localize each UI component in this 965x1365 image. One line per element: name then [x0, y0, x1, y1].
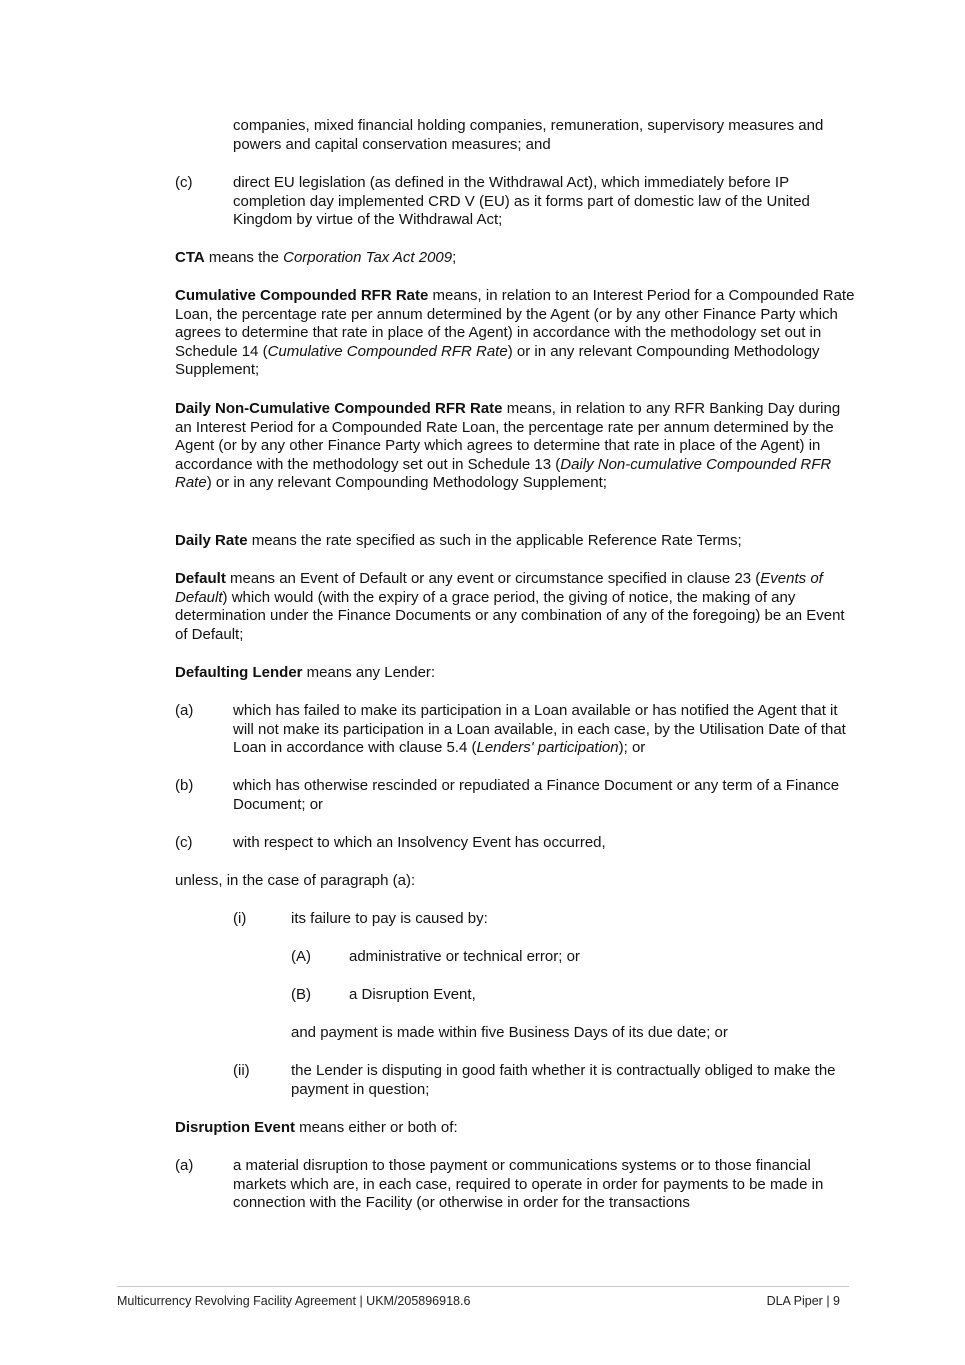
item-label: (b)	[175, 777, 194, 794]
subitem-i: its failure to pay is caused by:	[291, 910, 488, 927]
item-label: (A)	[291, 948, 311, 965]
footer-page-number: DLA Piper | 9	[766, 1294, 840, 1308]
clause-reference: Events of Default	[175, 570, 823, 606]
item-label: (a)	[175, 1157, 194, 1174]
definition-disruption-event	[175, 1119, 855, 1138]
statute-reference: Corporation Tax Act 2009	[283, 249, 453, 266]
definition-default	[175, 570, 855, 644]
definition-text: means, in relation to any RFR Banking Day during an Interest Period for a Compounded Rate Loan, the percentage rate per annum determined by the Agent (or by any other Finance Party which agrees to determine that rate in place of the Agent) in accordance with the methodology set out in Schedule 13 (	[175, 400, 841, 473]
defaulting-lender-item-a	[233, 702, 855, 758]
item-label: (c)	[175, 174, 193, 191]
footer-document-reference: Multicurrency Revolving Facility Agreement | UKM/205896918.6	[117, 1294, 471, 1308]
term-defaulting-lender: Defaulting Lender	[175, 664, 303, 681]
defaulting-lender-item-b: which has otherwise rescinded or repudiated a Finance Document or any term of a Finance Document; or	[233, 777, 840, 813]
item-label: (ii)	[233, 1062, 250, 1079]
clause-reference: Lenders' participation	[476, 739, 619, 757]
definition-text: ;	[452, 249, 457, 266]
term-cta: CTA	[175, 249, 205, 266]
subitem-ii: the Lender is disputing in good faith whether it is contractually obliged to make the payment in question;	[291, 1062, 836, 1098]
term-daily-rate: Daily Rate	[175, 532, 248, 549]
item-label: (c)	[175, 834, 193, 851]
definition-daily-rate	[175, 532, 855, 551]
term-ccrr: Cumulative Compounded RFR Rate	[175, 287, 429, 304]
definition-text: ) which would (with the expiry of a grace period, the giving of notice, the making of any determination under the Finance Documents or any combination of any of the foregoing) be an Event of Default;	[175, 588, 845, 643]
definition-defaulting-lender	[175, 664, 855, 683]
definition-text: ) or in any relevant Compounding Methodology Supplement;	[206, 474, 607, 492]
item-c-text: direct EU legislation (as defined in the Withdrawal Act), which immediately before IP completion day implemented CRD V (EU) as it forms part of domestic law of the United Kingdom by virtue of the Withdrawal Act;	[233, 174, 810, 229]
definition-cta	[175, 249, 855, 268]
disruption-item-a: a material disruption to those payment or communications systems or to those financial markets which are, in each case, required to operate in order for payments to be made in connection with the Facility (or otherwise in order for the transactions	[233, 1157, 824, 1212]
item-text: which has failed to make its participation in a Loan available or has notified the Agent that it will not make its participation in a Loan available, in each case, by the Utilisation Date of that Loan in accordance with clause 5.4 (	[233, 702, 846, 757]
unless-clause: unless, in the case of paragraph (a):	[175, 872, 416, 889]
definition-text: means either or both of:	[295, 1119, 458, 1136]
item-label: (B)	[291, 986, 311, 1003]
term-dnccrr: Daily Non-Cumulative Compounded RFR Rate	[175, 400, 503, 417]
term-default: Default	[175, 570, 226, 587]
payment-proviso: and payment is made within five Business Days of its due date; or	[291, 1024, 728, 1041]
subitem-A: administrative or technical error; or	[349, 948, 580, 965]
item-text: ); or	[618, 739, 646, 757]
definition-text: means any Lender:	[302, 664, 436, 681]
definition-text: means the rate specified as such in the applicable Reference Rate Terms;	[247, 532, 742, 549]
definition-text: ) or in any relevant Compounding Methodology Supplement;	[175, 342, 820, 379]
item-label: (i)	[233, 910, 247, 927]
term-disruption-event: Disruption Event	[175, 1119, 296, 1136]
definition-daily-non-cumulative-rfr-rate	[175, 400, 855, 493]
defaulting-lender-item-c: with respect to which an Insolvency Event has occurred,	[233, 834, 606, 851]
schedule-reference: Cumulative Compounded RFR Rate	[267, 342, 508, 360]
subitem-B: a Disruption Event,	[349, 986, 476, 1003]
definition-text: means the	[204, 249, 284, 266]
definition-text: means an Event of Default or any event or circumstance specified in clause 23 (	[225, 570, 761, 587]
footer-divider	[117, 1286, 849, 1287]
definition-text: means, in relation to an Interest Period for a Compounded Rate Loan, the percentage rate per annum determined by the Agent (or by any other Finance Party which agrees to determine that rate in place of the Agent) in accordance with the methodology set out in Schedule 14 (	[175, 287, 855, 360]
item-label: (a)	[175, 702, 194, 719]
schedule-reference: Daily Non-cumulative Compounded RFR Rate	[175, 455, 832, 492]
continuation-paragraph: companies, mixed financial holding companies, remuneration, supervisory measures and powers and capital conservation measures; and	[233, 117, 824, 153]
definition-cumulative-compounded-rfr-rate	[175, 287, 855, 380]
